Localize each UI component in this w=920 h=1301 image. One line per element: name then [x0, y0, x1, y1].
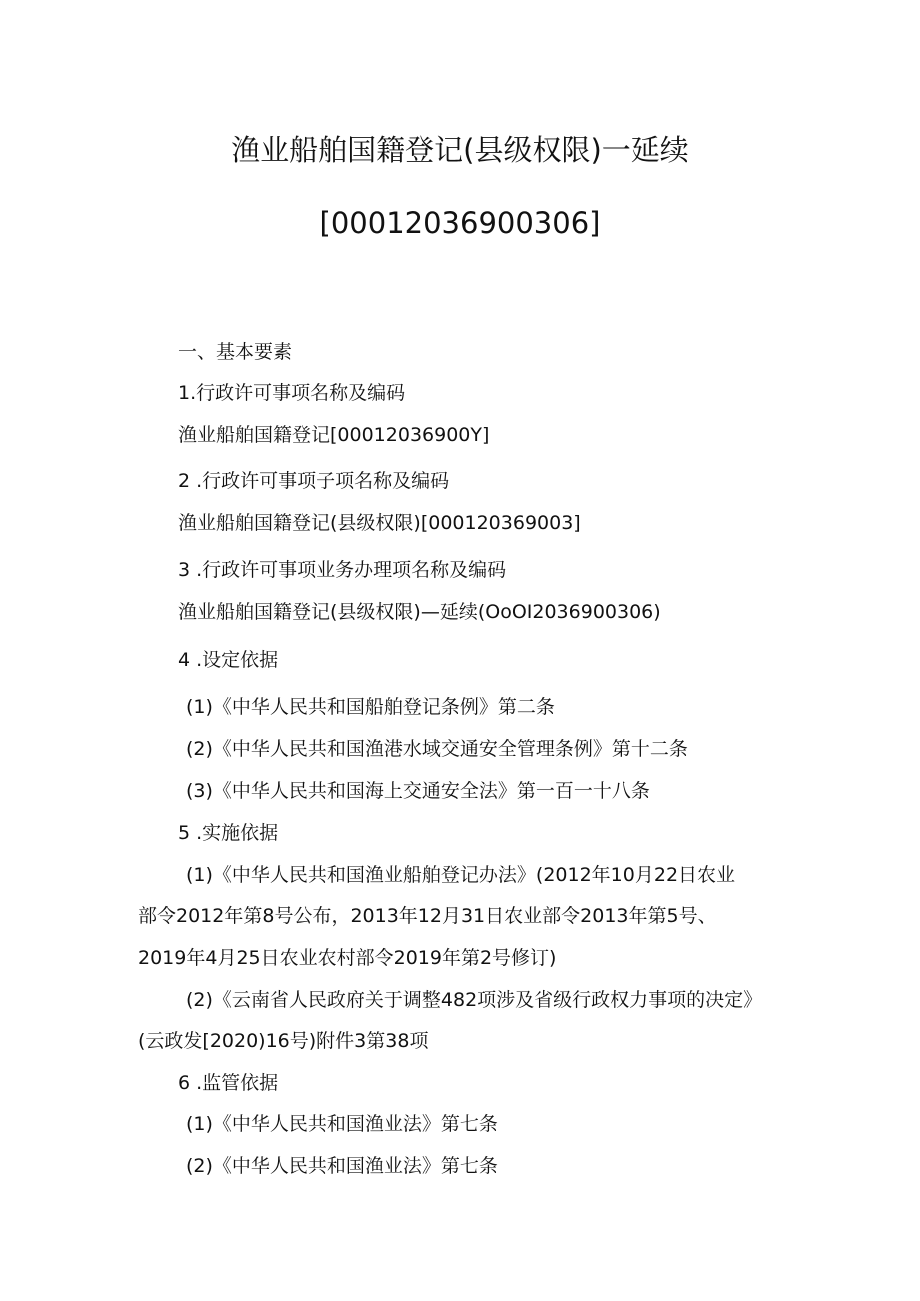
basis-6-1: (1)《中华人民共和国渔业法》第七条	[186, 1113, 498, 1135]
item-value-3: 渔业船舶国籍登记(县级权限)—延续(OoOI2036900306)	[178, 601, 661, 623]
basis-5-1-line1: (1)《中华人民共和国渔业船舶登记办法》(2012年10月22日农业	[186, 864, 736, 886]
document-code: [00012036900306]	[319, 206, 601, 240]
item-heading-2: 2 .行政许可事项子项名称及编码	[178, 470, 450, 492]
document-title: 渔业船舶国籍登记(县级权限)一延续	[231, 133, 689, 167]
section-heading-basic-elements: 一、基本要素	[178, 341, 293, 363]
item-heading-5: 5 .实施依据	[178, 822, 279, 844]
basis-5-1-line3: 2019年4月25日农业农村部令2019年第2号修订)	[138, 947, 557, 969]
basis-5-2-line2: (云政发[2020)16号)附件3第38项	[138, 1030, 429, 1052]
basis-6-2: (2)《中华人民共和国渔业法》第七条	[186, 1155, 498, 1177]
item-heading-1: 1.行政许可事项名称及编码	[178, 382, 406, 404]
basis-4-3: (3)《中华人民共和国海上交通安全法》第一百一十八条	[186, 780, 650, 802]
item-value-1: 渔业船舶国籍登记[00012036900Y]	[178, 424, 490, 446]
basis-4-2: (2)《中华人民共和国渔港水域交通安全管理条例》第十二条	[186, 738, 688, 760]
item-value-2: 渔业船舶国籍登记(县级权限)[000120369003]	[178, 512, 581, 534]
item-heading-4: 4 .设定依据	[178, 649, 279, 671]
basis-5-1-line2: 部令2012年第8号公布，2013年12月31日农业部令2013年第5号、	[138, 905, 717, 927]
basis-4-1: (1)《中华人民共和国船舶登记条例》第二条	[186, 696, 555, 718]
item-heading-6: 6 .监管依据	[178, 1072, 279, 1094]
item-heading-3: 3 .行政许可事项业务办理项名称及编码	[178, 559, 507, 581]
basis-5-2-line1: (2)《云南省人民政府关于调整482项涉及省级行政权力事项的决定》	[186, 989, 763, 1011]
